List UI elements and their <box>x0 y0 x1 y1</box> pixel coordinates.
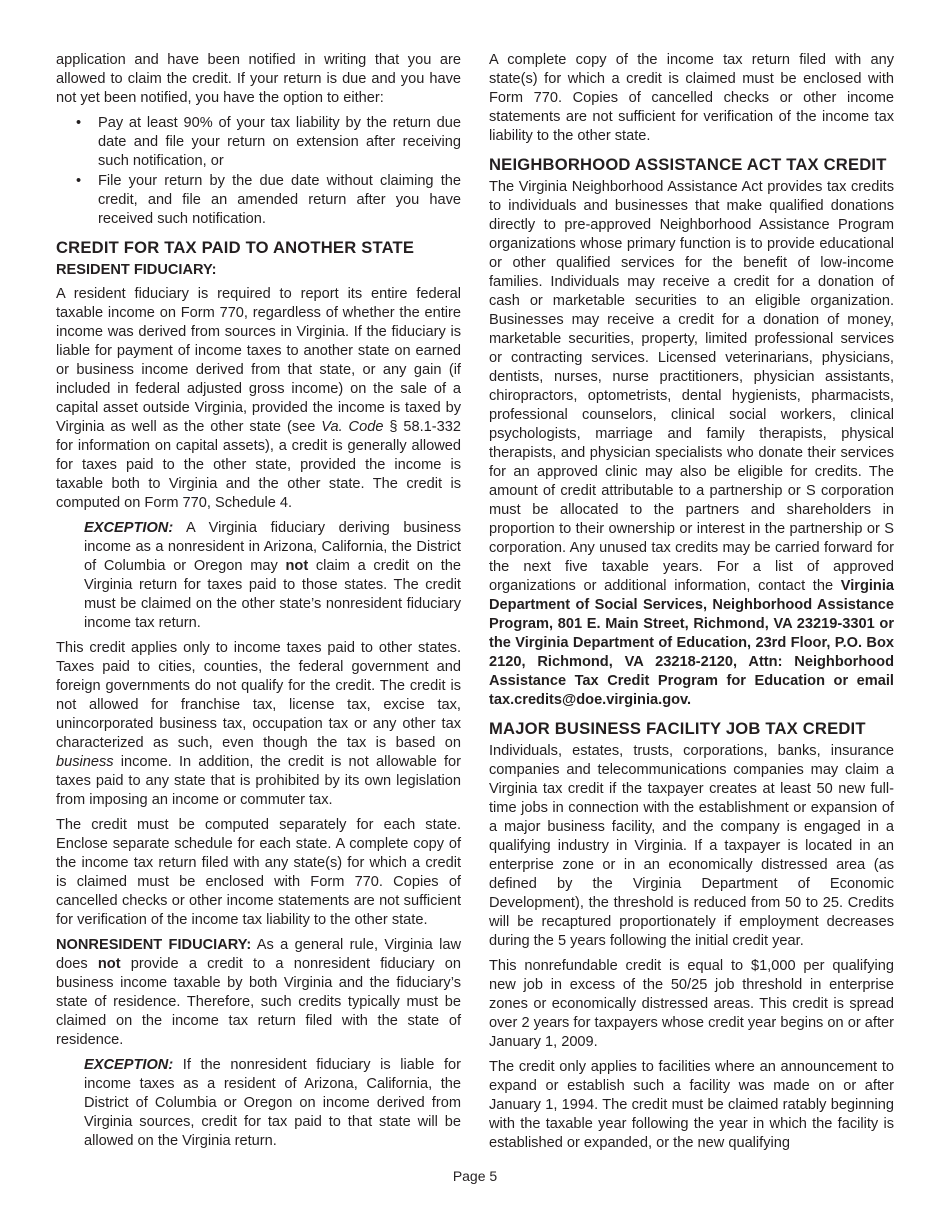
intro-paragraph: application and have been notified in writing that you are allowed to claim the credit. If your return is due and you have not yet been notified, you have the option to either: <box>56 52 461 106</box>
bullet-icon: • <box>76 173 82 189</box>
mbf-paragraph-2: This nonrefundable credit is equal to $1,000 per qualifying new job in excess of the 50/25 job threshold in enterprise zones or economically distressed areas. This credit is spread over 2 years for taxpayers whose credit year begins on or after January 1, 2009. <box>489 958 894 1050</box>
resident-paragraph: A resident fiduciary is required to report its entire federal taxable income on Form 770, regardless of whether the entire income was derived from sources in Virginia. If the fiduciary is liable for payment of income taxes to another state on earned or business income derived from that state, or any gain (if included in federal adjusted gross income) on the sale of a capital asset outside Virginia, provided the income is taxed by Virginia as well as the other state (see Va. Code § 58.1-332 for information on capital assets), a credit is generally allowed for taxes paid to the other state, provided the income is taxable both to Virginia and the other state. The credit is computed on Form 770, Schedule 4. <box>56 286 461 511</box>
nonresident-paragraph: NONRESIDENT FIDUCIARY: As a general rule, Virginia law does not provide a credit to a nonresident fiduciary on business income taxable by both Virginia and the fiduciary’s state of residence. Therefore, such credits typically must be claimed on the income tax return filed with the state of residence. <box>56 937 462 1048</box>
credit-tax-paid-heading: CREDIT FOR TAX PAID TO ANOTHER STATE <box>56 238 415 257</box>
exception-nonresident: EXCEPTION: If the nonresident fiduciary is liable for income taxes as a resident of Arizona, California, the District of Columbia or Oregon on income derived from Virginia sources, credit for tax paid to that state will be allowed on the Virginia return. <box>84 1057 461 1149</box>
mbf-paragraph-1: Individuals, estates, trusts, corporations, banks, insurance companies and telecommunications companies may claim a Virginia tax credit if the taxpayer creates at least 50 new full-time jobs in connection with the establishment or expansion of a major business facility, and the company is engaged in a qualifying industry in Virginia. If a taxpayer is located in an enterprise zone or in an economically distressed area (as defined by the Virginia Department of Economic Development), the threshold is reduced from 50 to 25. Credits will be recaptured proportionately if employment decreases during the 5 years following the initial credit year. <box>489 743 894 949</box>
computed-paragraph: The credit must be computed separately for each state. Enclose separate schedule for each state. A complete copy of the income tax return filed with any state(s) for which a credit is claimed must be enclosed with Form 770. Copies of cancelled checks or other income statements are not sufficient for verification of the income tax liability to the other state. <box>56 817 461 928</box>
naa-heading: NEIGHBORHOOD ASSISTANCE ACT TAX CREDIT <box>489 155 887 174</box>
list-item: • Pay at least 90% of your tax liability by the return due date and file your return on extension after receiving such notification, or <box>76 115 461 169</box>
page-number: Page 5 <box>452 1168 498 1184</box>
naa-paragraph: The Virginia Neighborhood Assistance Act provides tax credits to individuals and businesses that make qualified donations directly to pre-approved Neighborhood Assistance Program organizations whose primary function is to provide educational or other qualified services for the benefit of low-income families. Individuals may receive a credit for a donation of cash or marketable securities to an eligible organization. Businesses may receive a credit for a donation of money, marketable securities, property, limited professional services or contracting services. Licensed veterinarians, physicians, dentists, nurses, nurse practitioners, physician assistants, chiropractors, optometrists, dental hygienists, pharmacists, professional counselors, clinical social workers, clinical psychologists, marriage and family therapists, physical therapists, and physician specialists who donate their services for an approved clinic may also be eligible for credits. The amount of credit attributable to a partnership or S corporation must be allocated to the partners and shareholders in proportion to their ownership or interest in the partnership or S corporation. Any unused tax credits may be carried forward for the next five taxable years. For a list of approved organizations or additional information, contact the Virginia Department of Social Services, Neighborhood Assistance Program, 801 E. Main Street, Richmond, VA 23219-3301 or the Virginia Department of Education, 23rd Floor, P.O. Box 2120, Richmond, VA 23218-2120, Attn: Neighborhood Assistance Tax Credit Program for Education or email tax.credits@doe.virginia.gov. <box>489 179 894 708</box>
list-item: • File your return by the due date without claiming the credit, and file an amended return after you have received such notification. <box>76 173 461 227</box>
mbf-paragraph-3: The credit only applies to facilities where an announcement to expand or establish such a facility was made on or after January 1, 1994. The credit must be claimed ratably beginning with the taxable year following the year in which the facility is established or expanded, or the new qualifying <box>489 1059 894 1151</box>
options-list <box>56 114 461 229</box>
exception-resident: EXCEPTION: A Virginia fiduciary deriving business income as a nonresident in Arizona, California, the District of Columbia or Oregon may not claim a credit on the Virginia return for taxes paid to those states. The credit must be claimed on the other state’s nonresident fiduciary income tax return. <box>84 520 461 631</box>
left-column <box>56 51 461 1157</box>
copy-paragraph: A complete copy of the income tax return filed with any state(s) for which a credit is claimed must be enclosed with Form 770. Copies of cancelled checks or other income statements are not sufficient for verification of the income tax liability to the other state. <box>489 52 894 144</box>
bullet-icon: • <box>76 115 82 131</box>
applies-paragraph: This credit applies only to income taxes paid to other states. Taxes paid to cities, counties, the federal government and foreign governments do not qualify for the credit. The credit is not allowed for franchise tax, license tax, excise tax, unincorporated business tax, occupation tax or any other tax characterized as such, even though the tax is based on business income. In addition, the credit is not allowable for taxes paid to any state that is prohibited by its own legislation from imposing an income or commuter tax. <box>56 640 461 808</box>
resident-fiduciary-heading: RESIDENT FIDUCIARY: <box>56 262 217 278</box>
right-column <box>489 51 894 1159</box>
naa-contact: Virginia Department of Social Services, Neighborhood Assistance Program, 801 E. Main Street, Richmond, VA 23219-3301 or the Virginia Department of Education, 23rd Floor, P.O. Box 2120, Richmond, VA 23218-2120, Attn: Neighborhood Assistance Tax Credit Program for Education or email tax.credits@doe.virginia.gov. <box>489 578 894 708</box>
mbf-heading: MAJOR BUSINESS FACILITY JOB TAX CREDIT <box>489 719 866 738</box>
